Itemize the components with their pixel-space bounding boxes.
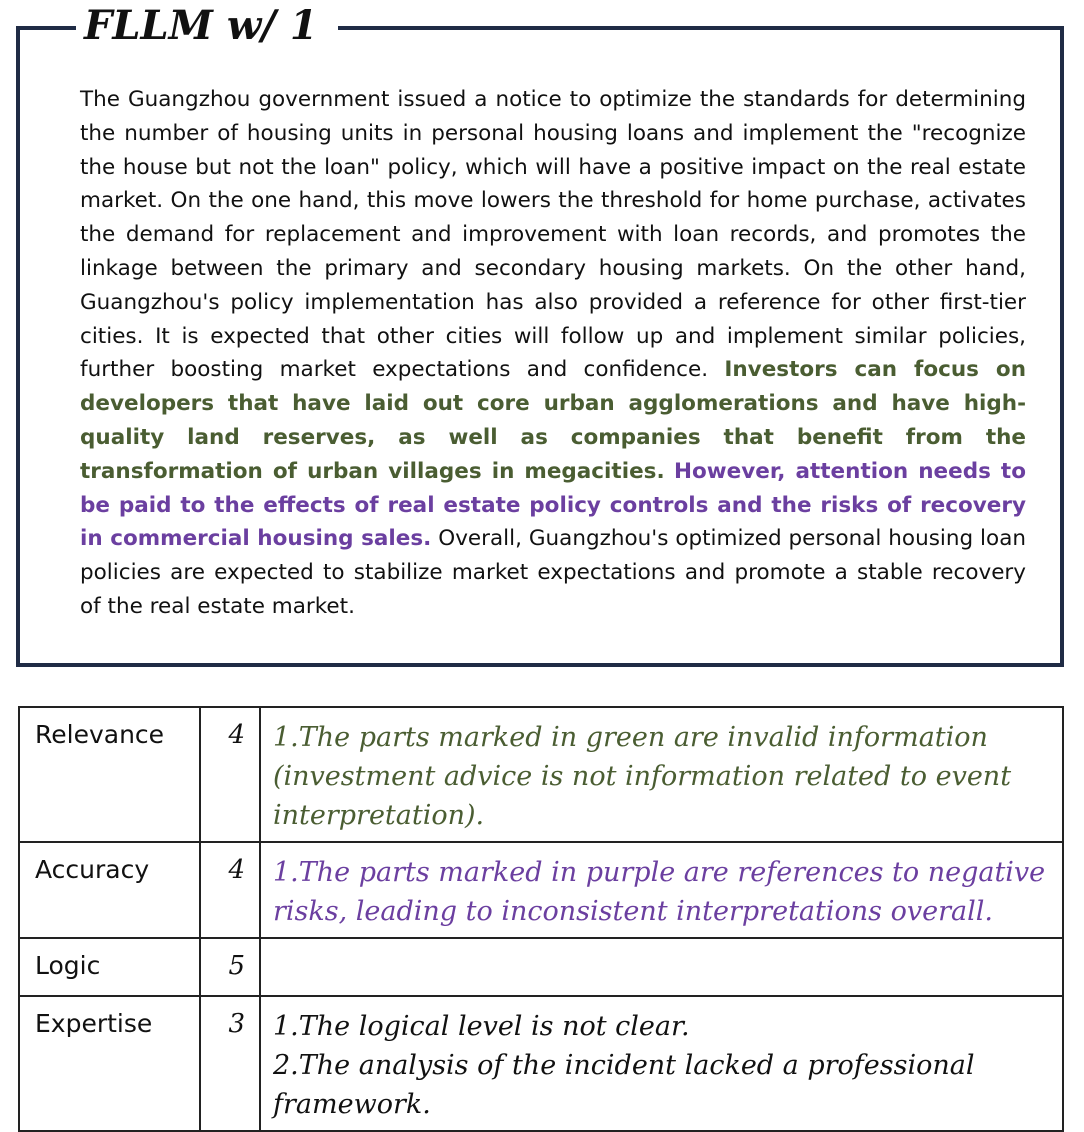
criterion-comment: [260, 707, 1063, 842]
criterion-name: Expertise: [19, 996, 200, 1131]
passage-text-plain: The Guangzhou government issued a notice to optimize the standards for determining the number of housing units in personal housing loans and implement the "recognize the house but not the loan" policy, which will have a positive impact on the real estate market. On the one hand, this move lowers the threshold for home purchase, activates the demand for replacement and improvement with loan records, and promotes the linkage between the primary and secondary housing markets. On the other hand, Guangzhou's policy implementation has also provided a reference for other first-tier cities. It is expected that other cities will follow up and implement similar policies, further boosting market expectations and confidence.: [80, 87, 1026, 383]
passage-text-green-highlight: Investors can focus on developers that have laid out core urban agglomerations and have high-quality land reserves, as well as companies that benefit from the transformation of urban villages in megacities.: [80, 357, 1026, 484]
criterion-score: 5: [200, 938, 260, 996]
comment-line: 1.The logical level is not clear.: [273, 1011, 690, 1042]
criterion-comment: [260, 842, 1063, 938]
answer-box: [16, 2, 1064, 667]
comment-line: 1.The parts marked in green are invalid information (investment advice is not information related to event interpretation).: [273, 722, 1020, 831]
table-row: [19, 996, 1063, 1131]
criterion-score: 4: [200, 842, 260, 938]
criterion-comment: [260, 938, 1063, 996]
criterion-score: 4: [200, 707, 260, 842]
evaluation-table: [18, 706, 1064, 1132]
passage-text-conclusion: Overall, Guangzhou's optimized personal housing loan policies are expected to stabilize market expectations and promote a stable recovery of the real estate market.: [80, 526, 1026, 619]
criterion-comment: [260, 996, 1063, 1131]
criterion-name: Logic: [19, 938, 200, 996]
criterion-name: Accuracy: [19, 842, 200, 938]
table-row: [19, 938, 1063, 996]
criterion-name: Relevance: [19, 707, 200, 842]
box-title: FLLM w/ 1: [76, 4, 338, 48]
comment-line: 2.The analysis of the incident lacked a professional framework.: [273, 1050, 984, 1120]
passage-text-purple-highlight: However, attention needs to be paid to the effects of real estate policy controls and the risks of recovery in commercial housing sales.: [80, 458, 1026, 552]
comment-line: 1.The parts marked in purple are references to negative risks, leading to inconsistent interpretations overall.: [273, 857, 1054, 927]
criterion-score: 3: [200, 996, 260, 1131]
table-row: [19, 842, 1063, 938]
answer-passage: [80, 83, 1026, 624]
table-row: [19, 707, 1063, 842]
